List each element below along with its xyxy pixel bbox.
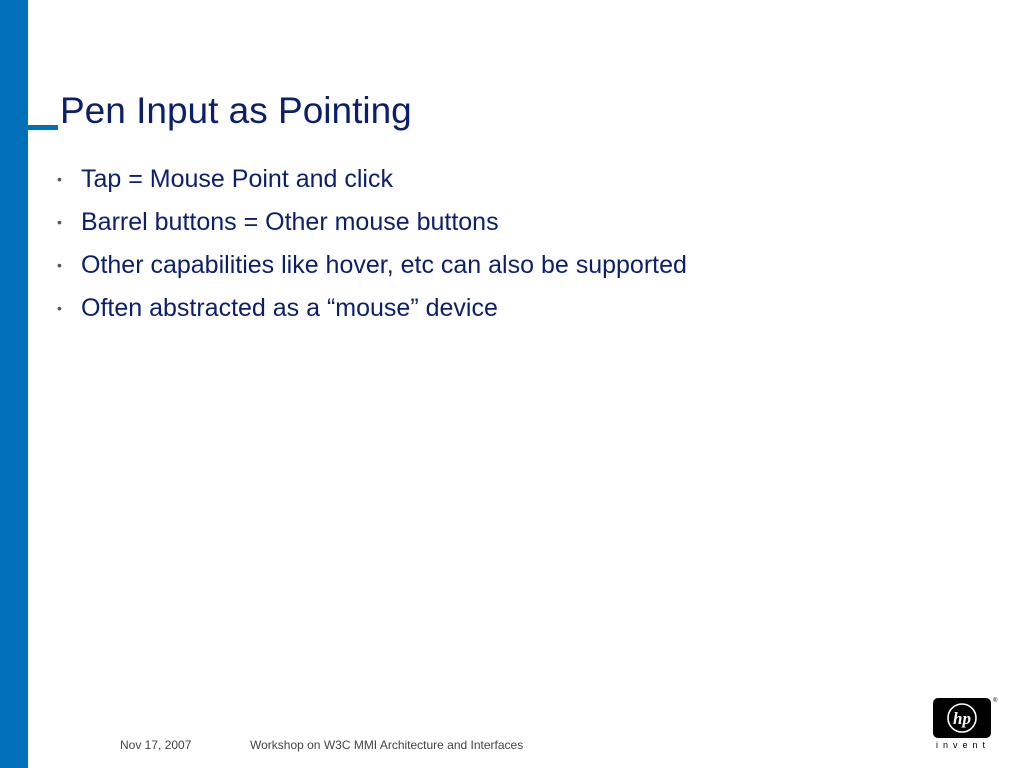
bullet-item: [57, 208, 687, 251]
hp-logo-icon: [942, 702, 982, 734]
left-accent-bar: [0, 0, 28, 768]
bullet-text: Often abstracted as a “mouse” device: [81, 294, 498, 322]
bullet-icon: •: [57, 257, 62, 273]
slide-title: Pen Input as Pointing: [60, 90, 412, 131]
bullet-text: Tap = Mouse Point and click: [81, 165, 393, 193]
bullet-icon: •: [57, 214, 62, 230]
footer-date: Nov 17, 2007: [120, 738, 192, 752]
bullet-item: [57, 251, 687, 294]
bullet-list: [57, 165, 687, 337]
hp-logo-text: hp: [953, 709, 971, 728]
hp-logo: [933, 698, 997, 754]
bullet-text: Other capabilities like hover, etc can also be supported: [81, 251, 687, 279]
bullet-icon: •: [57, 300, 62, 316]
title-rule: [0, 125, 58, 130]
bullet-item: [57, 165, 687, 208]
bullet-text: Barrel buttons = Other mouse buttons: [81, 208, 499, 236]
footer-title: Workshop on W3C MMI Architecture and Interfaces: [250, 738, 524, 752]
hp-logo-mark: [933, 698, 991, 738]
bullet-icon: •: [57, 171, 62, 187]
registered-mark: ®: [993, 698, 998, 704]
bullet-item: [57, 294, 687, 337]
hp-logo-tagline: invent: [936, 740, 991, 750]
